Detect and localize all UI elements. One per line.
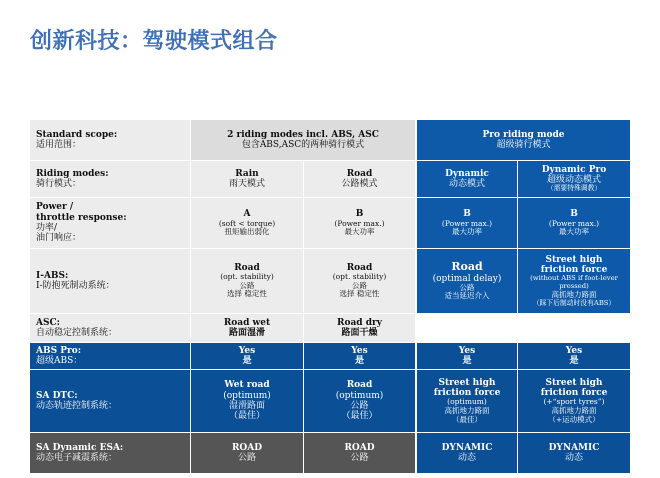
modes-rain: Rain 雨天模式 xyxy=(191,161,303,197)
asc-road: Road dry 路面干燥 xyxy=(304,314,415,342)
dtc-road: Road (optimum) 公路 （最佳） xyxy=(304,370,415,432)
abspro-label: ABS Pro: 超级ABS： xyxy=(30,343,190,369)
esa-rain: ROAD 公路 xyxy=(191,433,303,473)
dtc-dynamic: Street high friction force (optimum) 高抓地力路面 （最佳） xyxy=(417,370,517,432)
dtc-dynamic-pro: Street high friction force (+“sport tyres”) 高抓地力路面 （+运动模式） xyxy=(518,370,630,432)
iabs-dynamic-pro: Street high friction force (without ABS if foot-lever pressed) 高抓地力路面 （踩下后制动时没有ABS） xyxy=(518,249,630,313)
modes-road: Road 公路模式 xyxy=(304,161,415,197)
esa-dynamic-pro: DYNAMIC 动态 xyxy=(518,433,630,473)
scope-pro: Pro riding mode 超级骑行模式 xyxy=(417,120,630,160)
iabs-dynamic: Road (optimal delay) 公路 适当延迟介入 xyxy=(417,249,517,313)
abspro-dynamic: Yes 是 xyxy=(417,343,517,369)
dtc-label: SA DTC: 动态轨迹控制系统： xyxy=(30,370,190,432)
iabs-rain: Road (opt. stability) 公路 选择 稳定性 xyxy=(191,249,303,313)
scope-label: Standard scope: 适用范围： xyxy=(30,120,190,160)
abspro-rain: Yes 是 xyxy=(191,343,303,369)
modes-dynamic-pro: Dynamic Pro 超级动态模式 （需要特殊调教） xyxy=(518,161,630,197)
esa-label: SA Dynamic ESA: 动态电子减震系统： xyxy=(30,433,190,473)
abspro-dynamic-pro: Yes 是 xyxy=(518,343,630,369)
power-road: B (Power max.) 最大功率 xyxy=(304,198,415,248)
esa-road: ROAD 公路 xyxy=(304,433,415,473)
iabs-label: I-ABS: I-防抱死制动系统： xyxy=(30,249,190,313)
power-dynamic: B (Power max.) 最大功率 xyxy=(417,198,517,248)
scope-standard: 2 riding modes incl. ABS, ASC 包含ABS,ASC的两种骑行模式 xyxy=(191,120,415,160)
power-dynamic-pro: B (Power max.) 最大功率 xyxy=(518,198,630,248)
abspro-road: Yes 是 xyxy=(304,343,415,369)
power-label: Power / throttle response: 功率/ 油门响应： xyxy=(30,198,190,248)
asc-rain: Road wet 路面湿滑 xyxy=(191,314,303,342)
iabs-road: Road (opt. stability) 公路 选择 稳定性 xyxy=(304,249,415,313)
dtc-rain: Wet road (optimum) 湿滑路面 （最佳） xyxy=(191,370,303,432)
modes-label: Riding modes: 骑行模式： xyxy=(30,161,190,197)
asc-label: ASC: 自动稳定控制系统： xyxy=(30,314,190,342)
page-title: 创新科技：驾驶模式组合 xyxy=(30,29,278,54)
esa-dynamic: DYNAMIC 动态 xyxy=(417,433,517,473)
power-rain: A (soft < torque) 扭矩输出弱化 xyxy=(191,198,303,248)
modes-dynamic: Dynamic 动态模式 xyxy=(417,161,517,197)
